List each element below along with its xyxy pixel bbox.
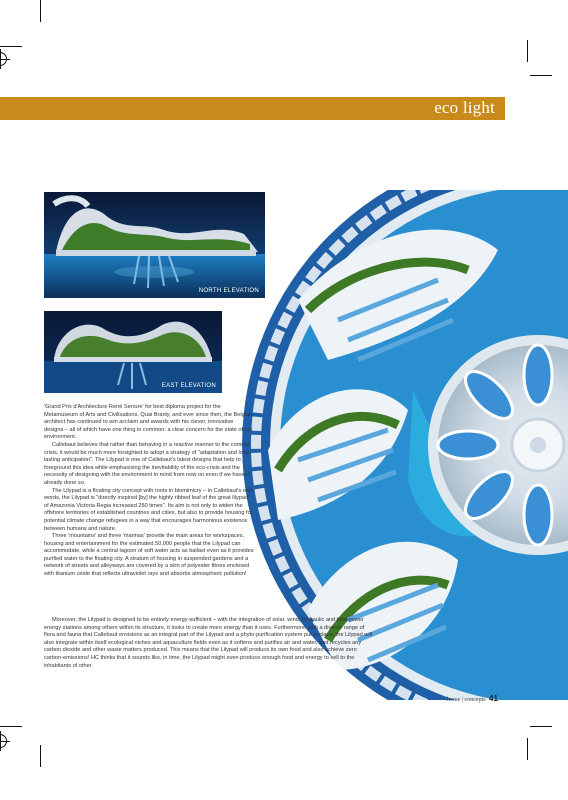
crop-mark-bottom-left (0, 726, 22, 727)
page-footer (447, 694, 498, 703)
article-paragraph: Callebaut believes that rather than behaving in a reactive manner to the coming crisis, it would be much more forsighted to adopt a strategy of "adaptation and long-lasting anticipation". The Lilypad is one of Callebaut's latest designs that help to foreground this idea while emphasising the inevitability of the eco-crisis and the necessity of designing with the environment in mind from now on even if we haven't already done so. (44, 441, 251, 486)
article-paragraph: 'Grand Prix d'Architecture René Serrure' for best diploma project for the Metamuseum of Arts and Civilisations, Quai Branly, and ever since then, the Belgian architect has continued to win acclaim and awards with his clever, innovative designs – all of which have one thing in common: a clear concern for the state of our environment. (44, 404, 253, 441)
section-header-bar (0, 97, 505, 120)
crop-mark-top-right (530, 75, 552, 76)
crop-mark-bottom-right-v (527, 738, 528, 760)
article-paragraph: Moreover, the Lilypad is designed to be entirely energy-sufficient – with the integration of solar, wind, hydraulic and tidal power energy stations among others within its structure, it looks to create more energy than it uses. Furthermore, with a diverse range of flora and fauna that Callebaut envisions as an integral part of the Lilypad and a phyto-purification system put in place, the Lilypad will also integrate within itself ecological niches and aquaculture fields even as it softens and purifies air and water, and recycles any carbon dioxide and other waste matters produced. This means that the Lilypad will produce its own food and also achieve zero carbon-emissions! HC thinks that it sounds like, in time, the Lilypad might even produce enough food and energy to sell to the inhabitants of other (44, 617, 373, 669)
north-elevation-render (44, 192, 265, 298)
crop-mark-bottom-right (530, 726, 552, 727)
article-body-wide (44, 617, 374, 670)
crop-mark-bottom-left-v (40, 745, 41, 767)
north-elevation-image (44, 192, 265, 298)
article-body (44, 404, 254, 579)
east-elevation-image (44, 311, 222, 393)
page-number: 41 (489, 694, 498, 703)
magazine-name: home | concepts (447, 697, 486, 703)
section-title: eco light (434, 98, 495, 117)
registration-mark-left-bottom (0, 734, 7, 748)
crop-mark-top-right-v (527, 40, 528, 62)
east-elevation-render (44, 311, 222, 393)
north-elevation-label: NORTH ELEVATION (198, 288, 259, 294)
east-elevation-label: EAST ELEVATION (161, 383, 216, 389)
registration-mark-left-top (0, 52, 7, 66)
article-paragraph: The Lilypad is a floating city concept with roots in biomimicry – in Callebaut's own words, the Lilypad is "directly inspired [by] the highly ribbed leaf of the great lilypad of Amazonia Victoria Regia increased 250 times". Its aim is not only to widen the offshore territories of established countries and cities, but also to provide housing for potential climate change refugees in a way that encourages harmonious existence between humans and nature. (44, 487, 253, 532)
article-paragraph: Three 'mountains' and three 'marinas' provide the main areas for workspaces, housing and entertainment for the estimated 50,000 people that the Lilypad can accommodate, while a central lagoon of soft water acts as ballast even as it provides purified water to the floating city. A stratum of housing in suspended gardens and a network of streets and alleyways are covered by a skin of polyester fibres enclosed with titanium oxide that reflects ultraviolet rays and absorbs atmospheric pollution! (44, 533, 254, 578)
crop-mark-top-left-v (40, 0, 41, 22)
crop-mark-top-left (0, 46, 22, 47)
